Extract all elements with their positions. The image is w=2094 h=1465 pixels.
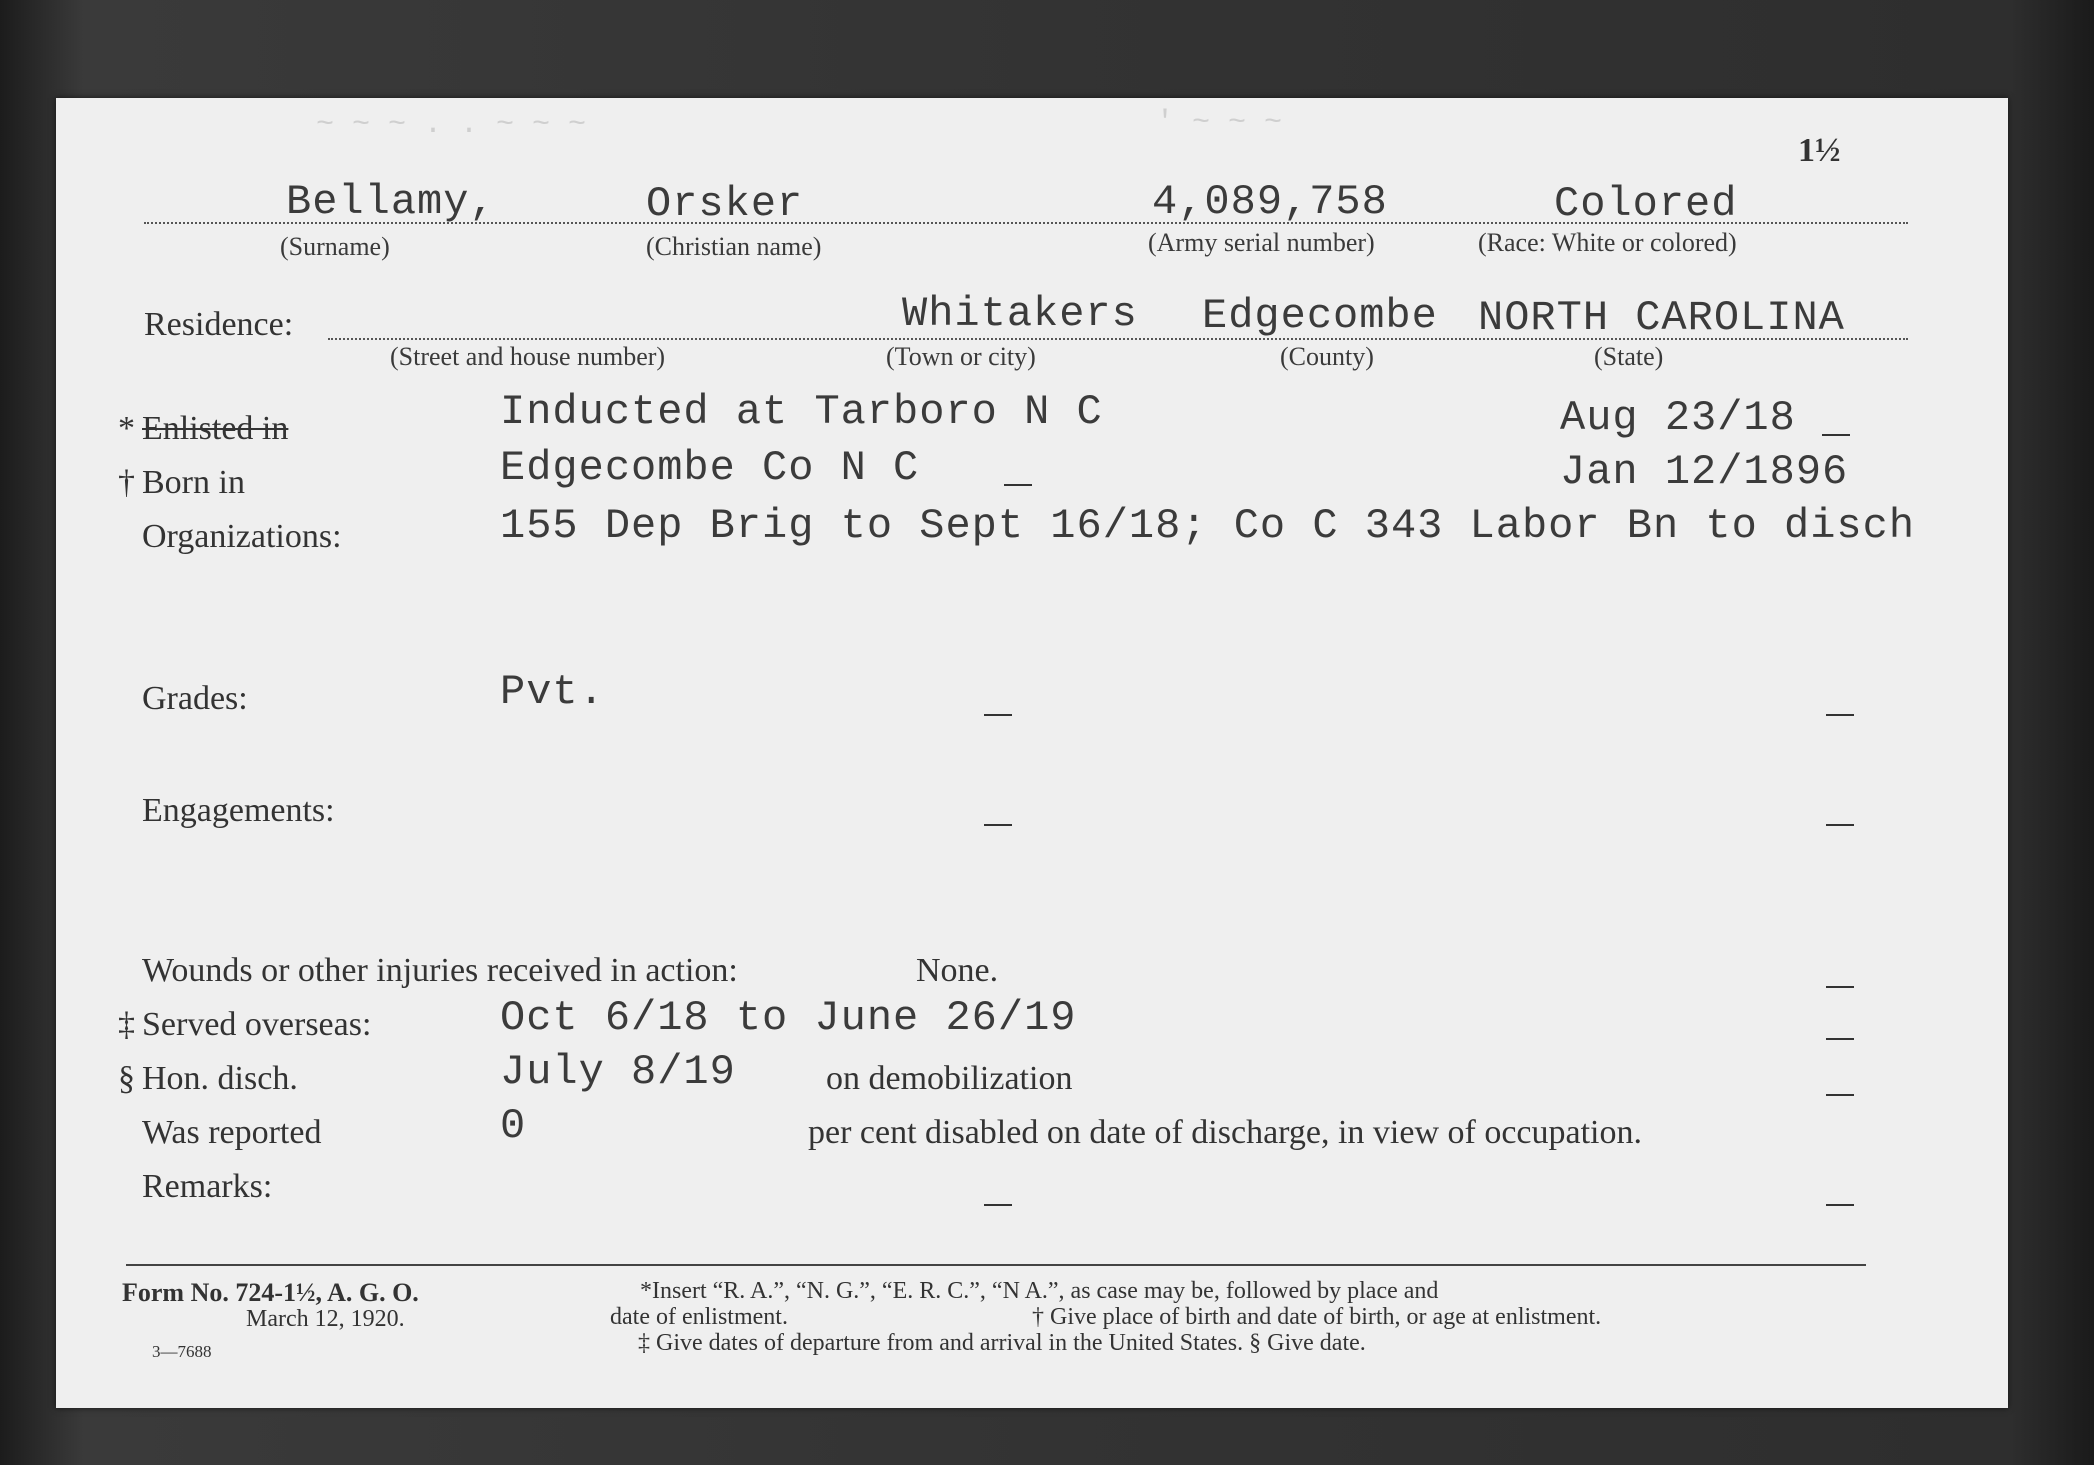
served-overseas-value: Oct 6/18 to June 26/19 — [500, 994, 1077, 1042]
form-number: Form No. 724-1½, A. G. O. — [122, 1278, 419, 1307]
street-caption: (Street and house number) — [390, 342, 666, 371]
wounds-label: Wounds or other injuries received in action: — [142, 952, 738, 989]
served-overseas-label: Served overseas: — [142, 1006, 372, 1043]
enlisted-label: Enlisted in — [142, 410, 289, 447]
engagements-dash-mid — [984, 824, 1012, 826]
christian-name-value: Orsker — [646, 180, 804, 228]
served-overseas-marker: ‡ — [118, 1006, 135, 1043]
serial-caption: (Army serial number) — [1148, 228, 1375, 257]
serial-number-value: 4,089,758 — [1152, 178, 1388, 226]
engagements-dash-right — [1826, 824, 1854, 826]
footnote-line-3: ‡ Give dates of departure from and arrival in the United States. § Give date. — [638, 1330, 1366, 1356]
surname-caption: (Surname) — [280, 232, 390, 261]
remarks-dash-mid — [984, 1204, 1012, 1206]
footnote-line-2a: date of enlistment. — [610, 1304, 788, 1330]
residence-town: Whitakers — [902, 290, 1138, 338]
race-value: Colored — [1554, 180, 1738, 228]
served-overseas-dash — [1826, 1038, 1854, 1040]
engagements-label: Engagements: — [142, 792, 335, 829]
residence-county: Edgecombe — [1202, 292, 1438, 340]
hon-disch-suffix: on demobilization — [826, 1060, 1073, 1097]
footnote-line-2b: † Give place of birth and date of birth, or age at enlistment. — [1032, 1304, 1602, 1330]
grades-label: Grades: — [142, 680, 248, 717]
service-record-card — [56, 98, 2008, 1408]
footnote-line-1: *Insert “R. A.”, “N. G.”, “E. R. C.”, “N A.”, as case may be, followed by place and — [640, 1278, 1439, 1304]
organizations-value: 155 Dep Brig to Sept 16/18; Co C 343 Labor Bn to disch — [500, 502, 1916, 550]
was-reported-suffix: per cent disabled on date of discharge, in view of occupation. — [808, 1114, 1642, 1151]
residence-label: Residence: — [144, 306, 294, 343]
town-caption: (Town or city) — [886, 342, 1036, 371]
race-caption: (Race: White or colored) — [1478, 228, 1737, 257]
was-reported-value: 0 — [500, 1102, 527, 1150]
remarks-label: Remarks: — [142, 1168, 273, 1205]
remarks-dash-right — [1826, 1204, 1854, 1206]
form-date: March 12, 1920. — [246, 1306, 405, 1332]
born-label: Born in — [142, 464, 245, 501]
state-caption: (State) — [1594, 342, 1664, 371]
was-reported-label: Was reported — [142, 1114, 322, 1151]
surname-value: Bellamy, — [286, 178, 496, 226]
organizations-label: Organizations: — [142, 518, 342, 555]
grades-value: Pvt. — [500, 668, 605, 716]
enlisted-value: Inducted at Tarboro N C — [500, 388, 1103, 436]
enlisted-date: Aug 23/18 — [1560, 394, 1796, 442]
enlisted-marker: * — [118, 410, 135, 447]
bleed-through-marks: ~ ~ ~ . . ~ ~ ~ — [316, 108, 587, 142]
christian-name-caption: (Christian name) — [646, 232, 822, 261]
enlisted-dash — [1822, 434, 1850, 436]
hon-disch-marker: § — [118, 1060, 135, 1097]
hon-disch-dash — [1826, 1094, 1854, 1096]
bleed-through-marks-2: ' ~ ~ ~ — [1156, 106, 1283, 140]
footer-rule — [126, 1264, 1866, 1266]
wounds-value: None. — [916, 952, 999, 989]
print-code: 3—7688 — [152, 1342, 212, 1361]
born-marker: † — [118, 464, 135, 501]
hon-disch-value: July 8/19 — [500, 1048, 736, 1096]
card-fraction: 1½ — [1798, 132, 1841, 169]
grades-dash-right — [1826, 714, 1854, 716]
residence-state: NORTH CAROLINA — [1478, 294, 1845, 342]
born-dash — [1004, 484, 1032, 486]
born-date: Jan 12/1896 — [1560, 448, 1849, 496]
grades-dash-mid — [984, 714, 1012, 716]
born-value: Edgecombe Co N C — [500, 444, 920, 492]
wounds-dash — [1826, 986, 1854, 988]
hon-disch-label: Hon. disch. — [142, 1060, 298, 1097]
county-caption: (County) — [1280, 342, 1374, 371]
